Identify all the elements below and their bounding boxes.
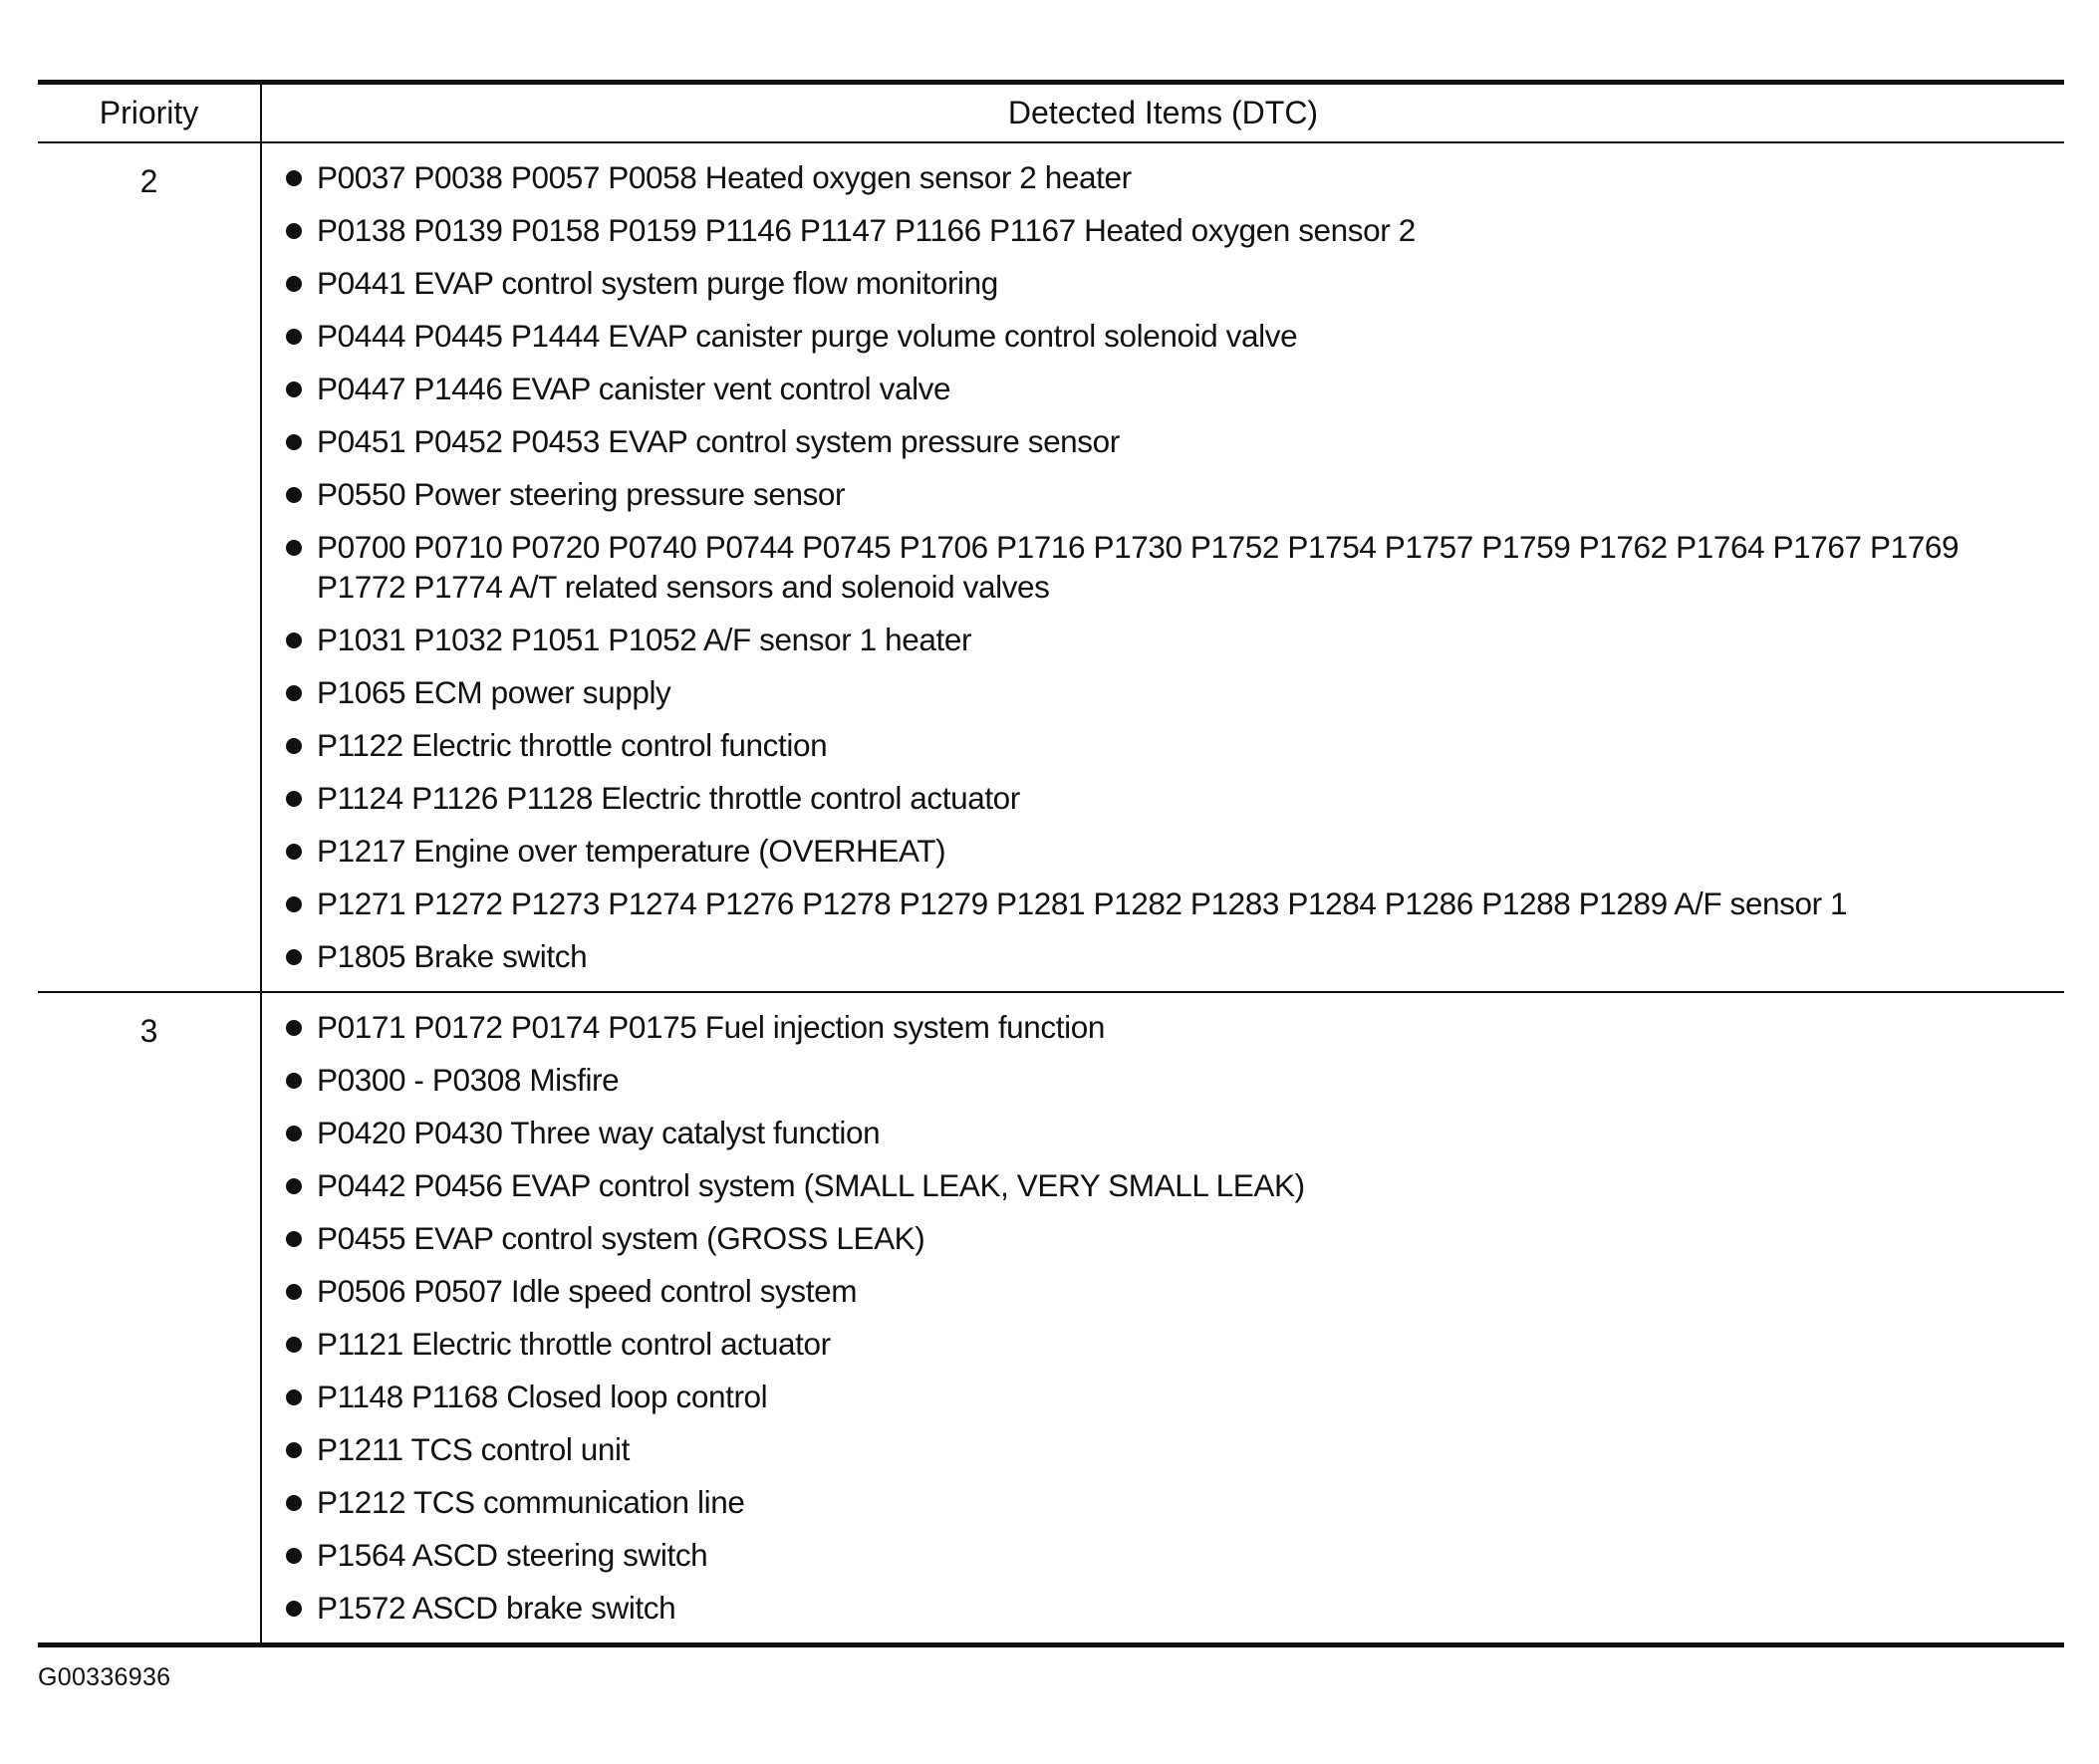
dtc-list-item [262,719,2064,772]
bullet-icon [286,487,302,503]
bullet-icon [286,791,302,807]
dtc-item-text: P1031 P1032 P1051 P1052 A/F sensor 1 heater [317,622,972,657]
bullet-icon [286,434,302,450]
dtc-item-text: P1124 P1126 P1128 Electric throttle control actuator [317,780,1020,816]
dtc-list [262,1001,2064,1635]
dtc-list-item [262,363,2064,415]
dtc-list-item [262,1159,2064,1212]
dtc-list-item [262,468,2064,521]
dtc-item-text: P1148 P1168 Closed loop control [317,1379,768,1414]
dtc-item-text: P0455 EVAP control system (GROSS LEAK) [317,1220,925,1256]
priority-group-row [38,992,2064,1645]
bullet-icon [286,1389,302,1405]
dtc-list-item [262,1582,2064,1635]
priority-value: 2 [139,163,158,199]
dtc-list-item [262,614,2064,666]
dtc-list-item [262,1265,2064,1318]
dtc-item-text: P1212 TCS communication line [317,1484,745,1520]
dtc-list-item [262,1476,2064,1529]
dtc-item-text: P0506 P0507 Idle speed control system [317,1273,858,1309]
bullet-icon [286,170,302,186]
dtc-item-text: P0300 - P0308 Misfire [317,1062,620,1098]
bullet-icon [286,329,302,345]
bullet-icon [286,1284,302,1300]
bullet-icon [286,1231,302,1247]
bullet-icon [286,1548,302,1564]
bullet-icon [286,1337,302,1353]
bullet-icon [286,1442,302,1458]
dtc-list-item [262,521,2064,614]
bullet-icon [286,738,302,754]
dtc-list-item [262,151,2064,204]
dtc-list-item [262,1054,2064,1107]
bullet-icon [286,1020,302,1036]
dtc-list-item [262,415,2064,468]
bullet-icon [286,223,302,239]
dtc-list-item [262,310,2064,363]
dtc-list-item [262,1107,2064,1159]
dtc-list-item [262,257,2064,310]
bullet-icon [286,632,302,648]
bullet-icon [286,1178,302,1194]
dtc-item-text: P0700 P0710 P0720 P0740 P0744 P0745 P1706 P1716 P1730 P1752 P1754 P1757 P1759 P1762 P1764 P1767 P1769 P1772 P1774 A/T related sensors and solenoid valves [317,529,1960,605]
bullet-icon [286,896,302,912]
dtc-item-text: P0420 P0430 Three way catalyst function [317,1115,881,1150]
dtc-list-item [262,666,2064,719]
bullet-icon [286,1073,302,1089]
dtc-item-text: P1217 Engine over temperature (OVERHEAT) [317,833,946,869]
dtc-list-item [262,878,2064,930]
priority-cell [38,992,261,1645]
figure-id: G00336936 [38,1663,171,1691]
dtc-item-text: P0550 Power steering pressure sensor [317,476,846,512]
bullet-icon [286,1601,302,1617]
dtc-item-text: P0171 P0172 P0174 P0175 Fuel injection system function [317,1009,1105,1045]
bullet-icon [286,1495,302,1511]
bullet-icon [286,381,302,397]
dtc-item-text: P1065 ECM power supply [317,674,671,710]
dtc-item-text: P1121 Electric throttle control actuator [317,1326,831,1362]
dtc-list-item [262,1529,2064,1582]
dtc-list-item [262,1212,2064,1265]
dtc-item-text: P1805 Brake switch [317,938,588,974]
dtc-item-text: P1122 Electric throttle control function [317,727,828,763]
bullet-icon [286,1126,302,1141]
detected-items-cell [261,142,2064,992]
table-header-row [38,83,2064,143]
priority-group-row [38,142,2064,992]
bullet-icon [286,540,302,556]
priority-value: 3 [139,1013,158,1049]
dtc-item-text: P0442 P0456 EVAP control system (SMALL LEAK, VERY SMALL LEAK) [317,1167,1305,1203]
detected-items-column-header: Detected Items (DTC) [261,83,2064,143]
dtc-item-text: P0447 P1446 EVAP canister vent control valve [317,371,951,406]
bullet-icon [286,685,302,701]
dtc-list-item [262,930,2064,983]
priority-column-header: Priority [38,83,261,143]
dtc-list-item [262,1423,2064,1476]
dtc-list-item [262,825,2064,878]
dtc-list [262,151,2064,983]
dtc-priority-table [38,80,2064,1647]
dtc-item-text: P0444 P0445 P1444 EVAP canister purge volume control solenoid valve [317,318,1298,354]
dtc-list-item [262,204,2064,257]
dtc-item-text: P0451 P0452 P0453 EVAP control system pressure sensor [317,423,1120,459]
bullet-icon [286,949,302,965]
dtc-list-item [262,1371,2064,1423]
detected-items-cell [261,992,2064,1645]
dtc-item-text: P1572 ASCD brake switch [317,1590,676,1626]
table-body [38,142,2064,1645]
bullet-icon [286,844,302,860]
dtc-item-text: P1271 P1272 P1273 P1274 P1276 P1278 P1279 P1281 P1282 P1283 P1284 P1286 P1288 P1289 A/F sensor 1 [317,885,1848,921]
dtc-item-text: P1211 TCS control unit [317,1431,630,1467]
dtc-item-text: P0138 P0139 P0158 P0159 P1146 P1147 P1166 P1167 Heated oxygen sensor 2 [317,212,1416,248]
dtc-item-text: P1564 ASCD steering switch [317,1537,708,1573]
dtc-item-text: P0441 EVAP control system purge flow monitoring [317,265,998,301]
priority-cell [38,142,261,992]
dtc-item-text: P0037 P0038 P0057 P0058 Heated oxygen sensor 2 heater [317,159,1132,195]
dtc-list-item [262,772,2064,825]
dtc-list-item [262,1318,2064,1371]
bullet-icon [286,276,302,292]
dtc-list-item [262,1001,2064,1054]
